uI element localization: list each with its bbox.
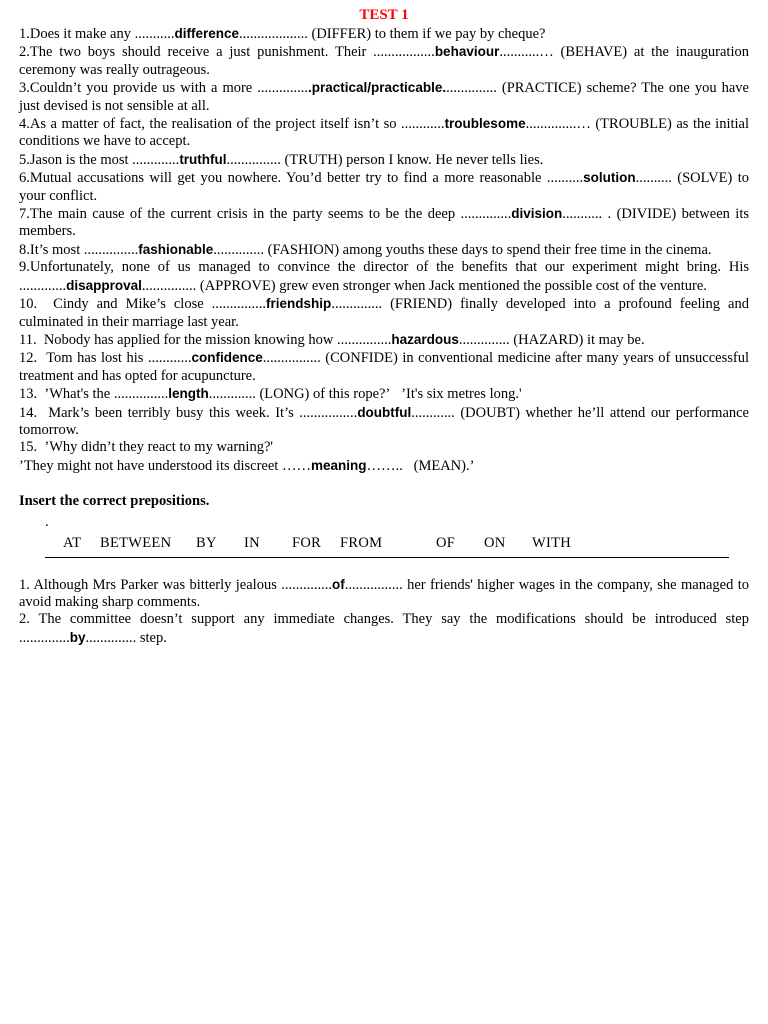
- answer-word: troublesome: [444, 116, 526, 132]
- answer-word: of: [331, 576, 345, 592]
- worksheet-page: [19, 6, 749, 647]
- item-text-before: 4.As a matter of fact, the realisation of the project itself isn’t so ............: [19, 116, 445, 133]
- item-text-before: ’They might not have understood its discreet ……: [19, 457, 311, 474]
- item-text-after: ...........… (BEHAVE) at the inauguration ceremony was really outrageous.: [19, 44, 749, 78]
- word-bank-item: WITH: [532, 534, 572, 551]
- item-text-after: .......... (SOLVE) to your conflict.: [19, 170, 749, 204]
- item-text-after: ........... . (DIVIDE) between its members.: [19, 206, 750, 240]
- answer-word: disapproval: [66, 277, 142, 293]
- word-bank-item: OF: [436, 534, 456, 551]
- item-text-after: …….. (MEAN).’: [366, 457, 475, 474]
- exercise-item-6: [19, 169, 749, 205]
- exercise-item-15-answer-line: [19, 457, 749, 475]
- item-text-before: 1.Does it make any ...........: [19, 26, 175, 42]
- word-bank-item: FROM: [340, 534, 383, 551]
- answer-word: doubtful: [357, 404, 412, 420]
- answer-word: meaning: [310, 457, 367, 473]
- word-bank-item: ON: [484, 534, 506, 551]
- exercise-item-2: [19, 43, 749, 79]
- word-bank-item: BY: [196, 534, 217, 551]
- exercise-item-7: [19, 205, 749, 241]
- item-text-before: 2.The two boys should receive a just punishment. Their .................: [19, 44, 435, 61]
- preposition-exercises: [19, 576, 749, 648]
- item-text-after: .............. (PRACTICE) scheme? The one you have just devised is not sensible at all.: [19, 80, 749, 114]
- word-bank-item: IN: [244, 534, 260, 551]
- answer-word: friendship: [266, 296, 332, 312]
- word-bank: [45, 531, 729, 558]
- answer-word: .practical/practicable.: [308, 80, 447, 96]
- exercise-item-11: [19, 331, 749, 349]
- item-text-after: ................ her friends' higher wages in the company, she managed to avoid making sharp comments.: [19, 576, 749, 610]
- prepositions-heading: Insert the correct prepositions.: [19, 493, 210, 510]
- item-text-before: 3.Couldn’t you provide us with a more ..............: [19, 80, 309, 97]
- word-bank-item: AT: [63, 534, 82, 551]
- item-text-before: 1. Although Mrs Parker was bitterly jealous ..............: [19, 576, 332, 593]
- item-text-before: 9.Unfortunately, none of us managed to convince the director of the benefits that our experiment might bring. His .............: [19, 259, 749, 294]
- answer-word: confidence: [191, 350, 263, 366]
- preposition-item-1: [19, 576, 749, 612]
- answer-word: hazardous: [391, 331, 459, 347]
- item-text-before: 13. ’What's the ...............: [19, 386, 169, 403]
- word-formation-exercises: [19, 25, 749, 475]
- answer-word: by: [69, 629, 86, 645]
- item-text-after: ................ (CONFIDE) in conventional medicine after many years of unsuccessful treatment and has opted for acupuncture.: [19, 350, 749, 384]
- exercise-item-5: [19, 151, 749, 169]
- answer-word: fashionable: [138, 241, 214, 257]
- exercise-item-14: [19, 404, 749, 440]
- exercise-item-12: [19, 349, 749, 385]
- exercise-item-4: [19, 115, 749, 151]
- item-text-before: 5.Jason is the most .............: [19, 151, 180, 168]
- item-text-after: .............. (HAZARD) it may be.: [458, 331, 645, 348]
- preposition-item-2: [19, 611, 749, 647]
- answer-word: solution: [583, 170, 636, 186]
- item-text-before: 7.The main cause of the current crisis in the party seems to be the deep ..............: [19, 206, 512, 223]
- exercise-item-13: [19, 385, 749, 403]
- item-text-after: ............... (TRUTH) person I know. He never tells lies.: [226, 151, 544, 168]
- item-text-after: ................... (DIFFER) to them if we pay by cheque?: [238, 26, 546, 42]
- item-text-before: 15. ’Why didn’t they react to my warning?': [19, 439, 274, 456]
- exercise-item-8: [19, 241, 749, 259]
- item-text-after: .............. step.: [85, 629, 167, 646]
- item-text-before: 14. Mark’s been terribly busy this week. It’s ................: [19, 404, 358, 421]
- item-text-after: .............. (FRIEND) finally developed into a profound feeling and culminated in their marriage last year.: [19, 296, 749, 330]
- item-text-after: .............. (FASHION) among youths these days to spend their free time in the cinema.: [213, 241, 712, 258]
- item-text-before: 11. Nobody has applied for the mission knowing how ...............: [19, 331, 392, 348]
- answer-word: behaviour: [434, 44, 500, 60]
- exercise-item-9: [19, 259, 749, 295]
- word-bank-item: BETWEEN: [100, 534, 172, 551]
- item-text-after: ..............… (TROUBLE) as the initial conditions we have to accept.: [19, 116, 749, 150]
- exercise-item-15: [19, 439, 749, 456]
- item-text-before: 6.Mutual accusations will get you nowhere. You’d better try to find a more reasonable ..........: [19, 170, 584, 187]
- item-text-after: ............... (APPROVE) grew even stronger when Jack mentioned the possible cost of the venture.: [141, 277, 707, 294]
- exercise-item-3: [19, 79, 749, 115]
- answer-word: length: [168, 386, 209, 402]
- word-bank-item: FOR: [292, 534, 322, 551]
- answer-word: truthful: [179, 151, 227, 167]
- item-text-before: 12. Tom has lost his ............: [19, 350, 192, 367]
- item-text-before: 8.It’s most ...............: [19, 241, 139, 258]
- test-title: TEST 1: [359, 7, 409, 23]
- answer-word: division: [511, 206, 563, 222]
- item-text-before: 2. The committee doesn’t support any immediate changes. They say the modifications should be introduced step ..............: [19, 611, 749, 646]
- exercise-item-10: [19, 295, 749, 331]
- item-text-before: 10. Cindy and Mike’s close ...............: [19, 296, 267, 313]
- exercise-item-1: [19, 25, 749, 43]
- answer-word: difference: [174, 26, 239, 41]
- item-text-after: ............ (DOUBT) whether he’ll attend our performance tomorrow.: [19, 404, 749, 438]
- item-text-after: ............. (LONG) of this rope?’ ’It's six metres long.': [208, 386, 522, 403]
- stray-dot: .: [45, 513, 49, 530]
